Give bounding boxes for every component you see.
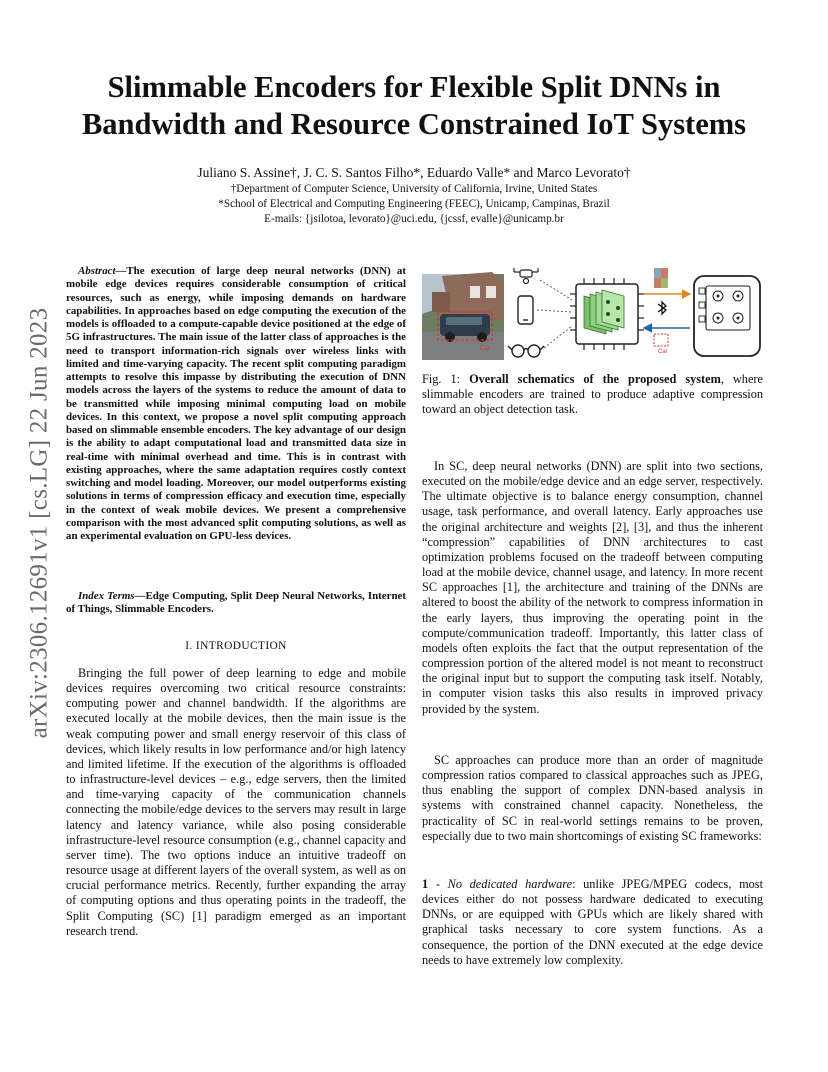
sc-shortcomings-paragraph: SC approaches can produce more than an order of magnitude compression ratios compared to classical approaches such as JPEG, thus enabling the support of complex DNN-based analysis in systems with constrained channel capacity. Nonetheless, the practicality of SC in real-world settings remains to be proven, especially due to two main shortcomings of existing SC frameworks:: [422, 753, 763, 843]
smart-glasses-icon: [508, 345, 544, 357]
schematic-diagram: [422, 262, 763, 366]
edge-server-icon: [694, 276, 760, 356]
list-item-number: 1: [422, 877, 429, 891]
affiliation-unicamp: *School of Electrical and Computing Engineering (FEEC), Unicamp, Campinas, Brazil: [218, 198, 610, 210]
caption-prefix: Fig. 1:: [422, 372, 470, 386]
list-item-title: No dedicated hardware: [447, 877, 573, 891]
index-terms-label: Index Terms: [78, 590, 135, 602]
figure-1-caption: [422, 372, 763, 418]
caption-bold: Overall schematics of the proposed system: [469, 372, 721, 386]
sc-overview-paragraph: In SC, deep neural networks (DNN) are split into two sections, executed on the mobile/edge device and an edge server, respectively. The ultimate objective is to balance energy consumption, channel usage, task performance, and overall latency. Early approaches use the original architecture and weights [2], [3], and thus the inherent “compression” capabilities of DNN architectures to cast optimization problems focused on the tradeoff between computing load at the mobile device, channel usage, and latency. In more recent SC approaches [1], the architecture and training of the DNNs are altered to boost the ability of the network to compress information in the early layers, thus improving the operating point in the compute/communication tradeoff. Importantly, this latter class of models often exploits the fact that the output representation of the compression portion of the altered model is not meant to reconstruct the original input but to support the computing task itself. Notably, in computer vision tasks this also results in improved privacy provided by the system.: [422, 459, 763, 716]
arxiv-identifier: [22, 288, 56, 758]
street-photo: [422, 272, 504, 360]
figure-1-schematic: [422, 262, 763, 366]
list-item-no-dedicated-hardware: [422, 877, 763, 968]
list-item-dash: -: [428, 877, 448, 891]
bluetooth-icon: [658, 302, 666, 314]
abstract-text: —The execution of large deep neural networks (DNN) at mobile edge devices requires considerable consumption of critical resources, such as energy, while imposing demands on hardware capabilities. In approaches based on edge computing the execution of the models is offloaded to a compute-capable device positioned at the edge of 5G infrastructures. The main issue of the latter class of approaches is the need to transport information-rich signals over wireless links with limited and time-varying capacity. The recent split computing paradigm attempts to resolve this impasse by distributing the execution of DNN models across the layers of the systems to reduce the amount of data to be transmitted while imposing minimal computing load on mobile devices. In this context, we propose a novel split computing approach based on slimmable ensemble encoders. The key advantage of our design is the ability to adapt computational load and transmitted data size in real-time with minimal overhead and time. This is in contrast with existing approaches, where the same adaptation requires costly context switching and model loading. Moreover, our model outperforms existing solutions in terms of compression efficacy and execution time, especially in the context of weak mobile devices. We present a comprehensive comparison with the most advanced split computing solutions, as well as an experimental evaluation on GPU-less devices.: [66, 265, 406, 542]
intro-paragraph: Bringing the full power of deep learning to edge and mobile devices requires overcoming two critical resource constraints: computing power and channel bandwidth. If the algorithms are executed locally at the mobile devices, then the main issue is the weak computing power and small energy reservoir of this class of devices, which likely results in low performance and/or high latency and limited lifetime. If the execution of the algorithms is offloaded to infrastructure-level devices – e.g., edge servers, then the limited and time-varying capacity of the communication channels connecting the mobile/edge devices to the servers may result in large latency and latency variance, while also posing considerable infrastructure-level resource consumption (e.g., channel capacity and server time). The two options induce an intuitive tradeoff on resource usage at different layers of the overall system, as well as on crucial performance metrics. Recently, further expanding the array of computing options and thus operating points in the tradeoff, the Split Computing (SC) [1] paradigm emerged as an important research trend.: [66, 666, 406, 938]
affiliation-uci: †Department of Computer Science, University of California, Irvine, United States: [230, 183, 598, 195]
smartphone-icon: [518, 296, 533, 324]
abstract: [66, 265, 406, 543]
detection-output-box: [654, 334, 668, 355]
arxiv-identifier-text: arXiv:2306.12691v1 [cs.LG] 22 Jun 2023: [25, 307, 53, 739]
list-item-text: : unlike JPEG/MPEG codecs, most devices either do not possess hardware dedicated to executing DNNs, or are equipped with GPUs which are likely shared with graphical tasks necessary to core system functions. As a consequence, the portion of the DNN executed at the edge device needs to have extremely low complexity.: [422, 877, 763, 967]
feature-map-thumbnail: [654, 268, 668, 288]
device-connectors: [537, 280, 572, 348]
index-terms: [66, 590, 406, 617]
car-label-photo: Car: [480, 346, 490, 352]
abstract-label: Abstract: [78, 265, 116, 277]
author-emails: E-mails: {jsilotoa, levorato}@uci.edu, {jcssf, evalle}@unicamp.br: [264, 213, 564, 225]
drone-icon: [514, 268, 538, 284]
car-label-output: Car: [658, 349, 668, 355]
caption-rest: , where slimmable encoders are trained to produce adaptive compression toward an object detection task.: [422, 372, 763, 417]
index-terms-text: —Edge Computing, Split Deep Neural Networks, Internet of Things, Slimmable Encoders.: [66, 590, 406, 616]
encoder-chip: [570, 278, 644, 350]
paper-title: Slimmable Encoders for Flexible Split DNNs in Bandwidth and Resource Constrained IoT Systems: [81, 70, 747, 141]
section-heading-introduction: I. INTRODUCTION: [185, 640, 287, 652]
author-list: Juliano S. Assine†, J. C. S. Santos Filho*, Eduardo Valle* and Marco Levorato†: [197, 165, 631, 180]
